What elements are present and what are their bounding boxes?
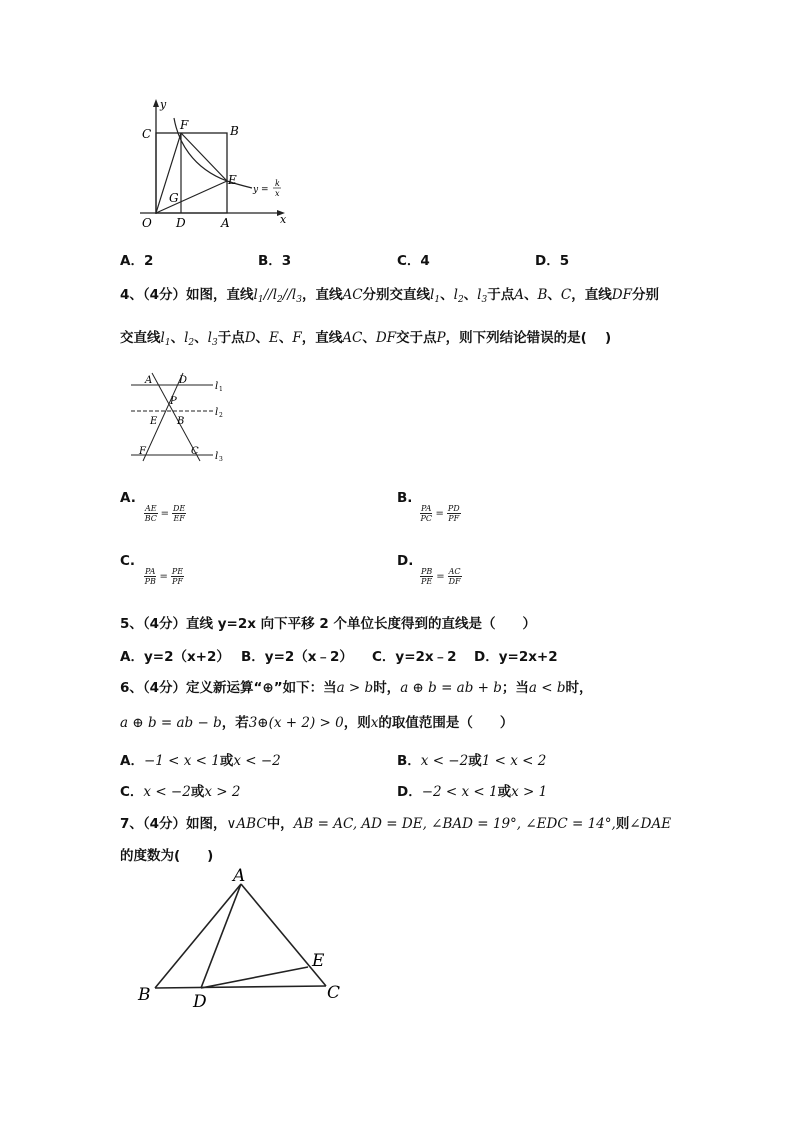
equals: = xyxy=(436,571,445,582)
numerator: PD xyxy=(447,504,460,513)
option-text: 2 xyxy=(143,253,154,269)
denominator: EF xyxy=(173,514,185,523)
fig-l3: l xyxy=(215,451,219,462)
q4-option-d-formula xyxy=(420,566,462,586)
math-parallel: // xyxy=(282,287,292,303)
option-letter: B． xyxy=(258,253,282,269)
option-letter: B． xyxy=(241,649,265,665)
sub: 1 xyxy=(164,338,171,348)
rectangle-OABC xyxy=(156,133,227,213)
math-l3: l xyxy=(291,287,297,303)
fig-l1: l xyxy=(215,381,219,392)
sub: 1 xyxy=(257,295,264,305)
option-letter: C. xyxy=(120,553,136,569)
numerator: PA xyxy=(421,504,432,513)
fraction xyxy=(171,567,184,586)
fig-B: B xyxy=(177,416,185,427)
q6-text: ；当 xyxy=(501,680,529,696)
option-letter: D. xyxy=(397,553,414,569)
math-B: B xyxy=(537,287,548,303)
q4-text: 4、（4分）如图，直线 xyxy=(120,287,254,303)
denominator: PF xyxy=(448,514,460,523)
q4-figure xyxy=(125,368,235,468)
option-text: y=2（x﹣2） xyxy=(264,649,353,665)
sub: 2 xyxy=(277,295,283,305)
denominator: PE xyxy=(421,577,433,586)
q4-text: 于点 xyxy=(487,287,515,303)
curve-xden: x xyxy=(275,189,280,198)
y-axis-arrow xyxy=(153,99,159,107)
q4-text: 分别交直线 xyxy=(362,287,431,303)
q7-figure xyxy=(130,862,350,1012)
fig-A: A xyxy=(145,375,153,386)
numerator: AE xyxy=(145,504,157,513)
q6-text: 时， xyxy=(373,680,401,696)
q4-text: 、 xyxy=(362,330,376,346)
math: a ⊕ b = ab + b xyxy=(400,680,502,696)
fig-E: E xyxy=(150,416,158,427)
fig-l2-sub: 2 xyxy=(219,412,223,419)
option-text: 4 xyxy=(420,253,430,269)
q7-stem-line2: 的度数为( ) xyxy=(120,848,214,864)
numerator: DE xyxy=(173,504,186,513)
math: a < b xyxy=(528,680,566,696)
math-l3: l xyxy=(207,330,212,346)
q4-text: 、 xyxy=(463,287,478,303)
curve-k: k xyxy=(275,179,280,188)
q3-option-c[interactable] xyxy=(397,249,430,269)
q4-text: 于点 xyxy=(217,330,245,346)
denominator: DF xyxy=(448,577,461,586)
option-letter: A． xyxy=(120,253,144,269)
fig-l3-sub: 3 xyxy=(219,456,223,463)
sub: 3 xyxy=(481,295,488,305)
q3-option-d[interactable] xyxy=(535,249,569,269)
q6-text: 6、（4分）定义新运算“⊕”如下：当 xyxy=(120,680,337,696)
fraction xyxy=(447,504,461,523)
option-text: 或 xyxy=(190,784,205,800)
q7-text: 则 xyxy=(615,816,630,832)
q6-stem-line1 xyxy=(120,676,593,696)
q4-stem-line2 xyxy=(120,326,611,348)
denominator: PC xyxy=(420,514,432,523)
segment-BC xyxy=(155,986,326,988)
fig-D: D xyxy=(193,992,207,1012)
option-text: 3 xyxy=(281,253,292,269)
segment-FE xyxy=(181,133,227,181)
q3-figure xyxy=(120,96,300,236)
fraction xyxy=(144,567,156,586)
math-F: F xyxy=(292,330,302,346)
q7-text: 中， xyxy=(266,816,294,832)
numerator: PA xyxy=(145,567,156,576)
equals: = xyxy=(160,508,170,519)
q6-option-b[interactable] xyxy=(397,749,546,769)
q4-option-a[interactable] xyxy=(120,490,136,506)
q4-text: ，直线 xyxy=(571,287,612,303)
q4-option-a-formula xyxy=(144,503,186,523)
fig-C: C xyxy=(327,983,341,1003)
q4-option-b[interactable] xyxy=(397,490,412,506)
q5-stem: 5、（4分）直线 y=2x 向下平移 2 个单位长度得到的直线是（ ） xyxy=(120,616,536,632)
option-text: y=2（x+2） xyxy=(143,649,230,665)
math-l3: l xyxy=(477,287,482,303)
numerator: PE xyxy=(171,567,184,576)
math: −1 < x < 1 xyxy=(143,753,220,769)
option-text: y=2x﹣2 xyxy=(395,649,457,665)
math: AB = AC, AD = DE, ∠BAD = 19°, ∠EDC = 14°, xyxy=(293,816,616,832)
fig-D: D xyxy=(179,375,188,386)
math: x < −2 xyxy=(233,753,281,769)
math-l2: l xyxy=(272,287,278,303)
fig-E: E xyxy=(312,951,325,971)
q6-option-c[interactable] xyxy=(120,780,240,800)
label-D: D xyxy=(176,216,186,230)
math: ∨ABC xyxy=(226,816,267,832)
option-letter: C． xyxy=(397,253,421,269)
fig-l2: l xyxy=(215,407,219,418)
fig-B: B xyxy=(138,985,151,1005)
option-text: 或 xyxy=(497,784,512,800)
denominator: PB xyxy=(144,577,156,586)
q4-option-b-formula xyxy=(420,503,461,523)
label-B: B xyxy=(230,124,239,138)
q4-text: 、 xyxy=(440,287,454,303)
math: 3⊕(x + 2) > 0 xyxy=(248,715,344,731)
q7-stem-line1 xyxy=(120,812,671,832)
sub: 2 xyxy=(188,338,195,348)
option-letter: D． xyxy=(474,649,499,665)
option-letter: A． xyxy=(120,649,144,665)
q4-text: 、 xyxy=(194,330,208,346)
q6-text: ，则 xyxy=(343,715,371,731)
q4-text: 交于点 xyxy=(396,330,437,346)
fraction xyxy=(420,504,432,523)
q4-option-c[interactable] xyxy=(120,553,135,569)
sub: 2 xyxy=(457,295,464,305)
fig-C: C xyxy=(191,446,199,457)
numerator: PB xyxy=(421,567,433,576)
math-DF: DF xyxy=(375,330,397,346)
q6-text: 时， xyxy=(565,680,593,696)
q5-option-a[interactable] xyxy=(120,645,230,665)
option-text: 5 xyxy=(559,253,570,269)
segment-OE xyxy=(156,181,227,213)
q5-option-d[interactable] xyxy=(474,645,558,665)
math: 1 < x < 2 xyxy=(481,753,547,769)
math-AC: AC xyxy=(342,287,363,303)
label-x: x xyxy=(280,213,287,226)
q4-text: 、 xyxy=(278,330,293,346)
fraction xyxy=(448,567,462,586)
label-F: F xyxy=(180,118,189,132)
math-DF: DF xyxy=(611,287,632,303)
q6-option-d[interactable] xyxy=(397,780,547,800)
math-l2: l xyxy=(453,287,458,303)
q6-stem-line2 xyxy=(120,711,513,731)
q6-option-a[interactable] xyxy=(120,749,281,769)
q6-text: 的取值范围是（ ） xyxy=(378,715,514,731)
math: −2 < x < 1 xyxy=(421,784,498,800)
q5-option-b[interactable] xyxy=(241,645,353,665)
option-text: y=2x+2 xyxy=(498,649,558,665)
math: ∠DAE xyxy=(629,816,672,832)
math: a ⊕ b = ab − b xyxy=(120,715,222,731)
label-C: C xyxy=(142,127,152,141)
option-letter: D． xyxy=(535,253,560,269)
math: x < −2 xyxy=(420,753,469,769)
sub: 1 xyxy=(434,295,441,305)
q4-stem-line1 xyxy=(120,283,659,305)
fig-l1-sub: 1 xyxy=(219,386,223,393)
label-A: A xyxy=(221,216,230,230)
option-letter: D． xyxy=(397,784,422,800)
option-letter: A. xyxy=(120,490,136,506)
q4-text: 分别 xyxy=(631,287,659,303)
denominator: BC xyxy=(144,514,157,523)
math: a > b xyxy=(336,680,374,696)
segment-DE xyxy=(201,967,308,988)
q4-text: 、 xyxy=(170,330,185,346)
math: x < −2 xyxy=(143,784,191,800)
numerator: AC xyxy=(448,567,461,576)
label-E: E xyxy=(228,173,237,187)
q4-text: 、 xyxy=(547,287,561,303)
fraction xyxy=(172,504,186,523)
math-l1: l xyxy=(430,287,435,303)
q4-option-c-formula xyxy=(144,566,184,586)
q5-option-c[interactable] xyxy=(372,645,457,665)
segment-AD xyxy=(201,884,241,988)
fig-A: A xyxy=(233,866,246,886)
fraction xyxy=(144,504,158,523)
math-parallel: // xyxy=(263,287,273,303)
q4-option-d[interactable] xyxy=(397,553,413,569)
fraction xyxy=(420,567,433,586)
equals: = xyxy=(159,571,168,582)
option-text: 或 xyxy=(219,753,234,769)
sub: 3 xyxy=(296,295,302,305)
option-letter: B． xyxy=(397,753,421,769)
q4-text: ，直线 xyxy=(301,330,343,346)
math-C: C xyxy=(560,287,572,303)
q4-text: ，直线 xyxy=(301,287,343,303)
fig-F: F xyxy=(139,446,146,457)
q7-text: 7、（4分）如图， xyxy=(120,816,227,832)
curve-label: y = xyxy=(253,185,269,195)
label-G: G xyxy=(169,191,179,205)
q4-text: ，则下列结论错误的是( ) xyxy=(445,330,612,346)
math: x > 2 xyxy=(204,784,241,800)
math-l2: l xyxy=(184,330,189,346)
math-AC: AC xyxy=(342,330,363,346)
denominator: PF xyxy=(171,577,183,586)
math: x xyxy=(370,715,379,731)
label-y: y xyxy=(160,98,167,111)
math-l1: l xyxy=(253,287,258,303)
option-letter: C． xyxy=(372,649,396,665)
equals: = xyxy=(435,508,444,519)
q6-text: ，若 xyxy=(221,715,249,731)
math-D: D xyxy=(244,330,256,346)
option-text: 或 xyxy=(468,753,482,769)
math-P: P xyxy=(436,330,446,346)
q4-text: 、 xyxy=(523,287,538,303)
q4-text: 交直线 xyxy=(120,330,161,346)
math-A: A xyxy=(514,287,524,303)
label-O: O xyxy=(142,216,152,230)
math-l1: l xyxy=(160,330,165,346)
sub: 3 xyxy=(211,338,218,348)
q4-text: 、 xyxy=(255,330,270,346)
math-E: E xyxy=(269,330,279,346)
q3-option-a[interactable] xyxy=(120,249,153,269)
segment-AB xyxy=(155,884,241,988)
option-letter: B. xyxy=(397,490,413,506)
math: x > 1 xyxy=(511,784,548,800)
q3-option-b[interactable] xyxy=(258,249,291,269)
fig-P: P xyxy=(170,396,177,407)
option-letter: A． xyxy=(120,753,144,769)
option-letter: C． xyxy=(120,784,144,800)
